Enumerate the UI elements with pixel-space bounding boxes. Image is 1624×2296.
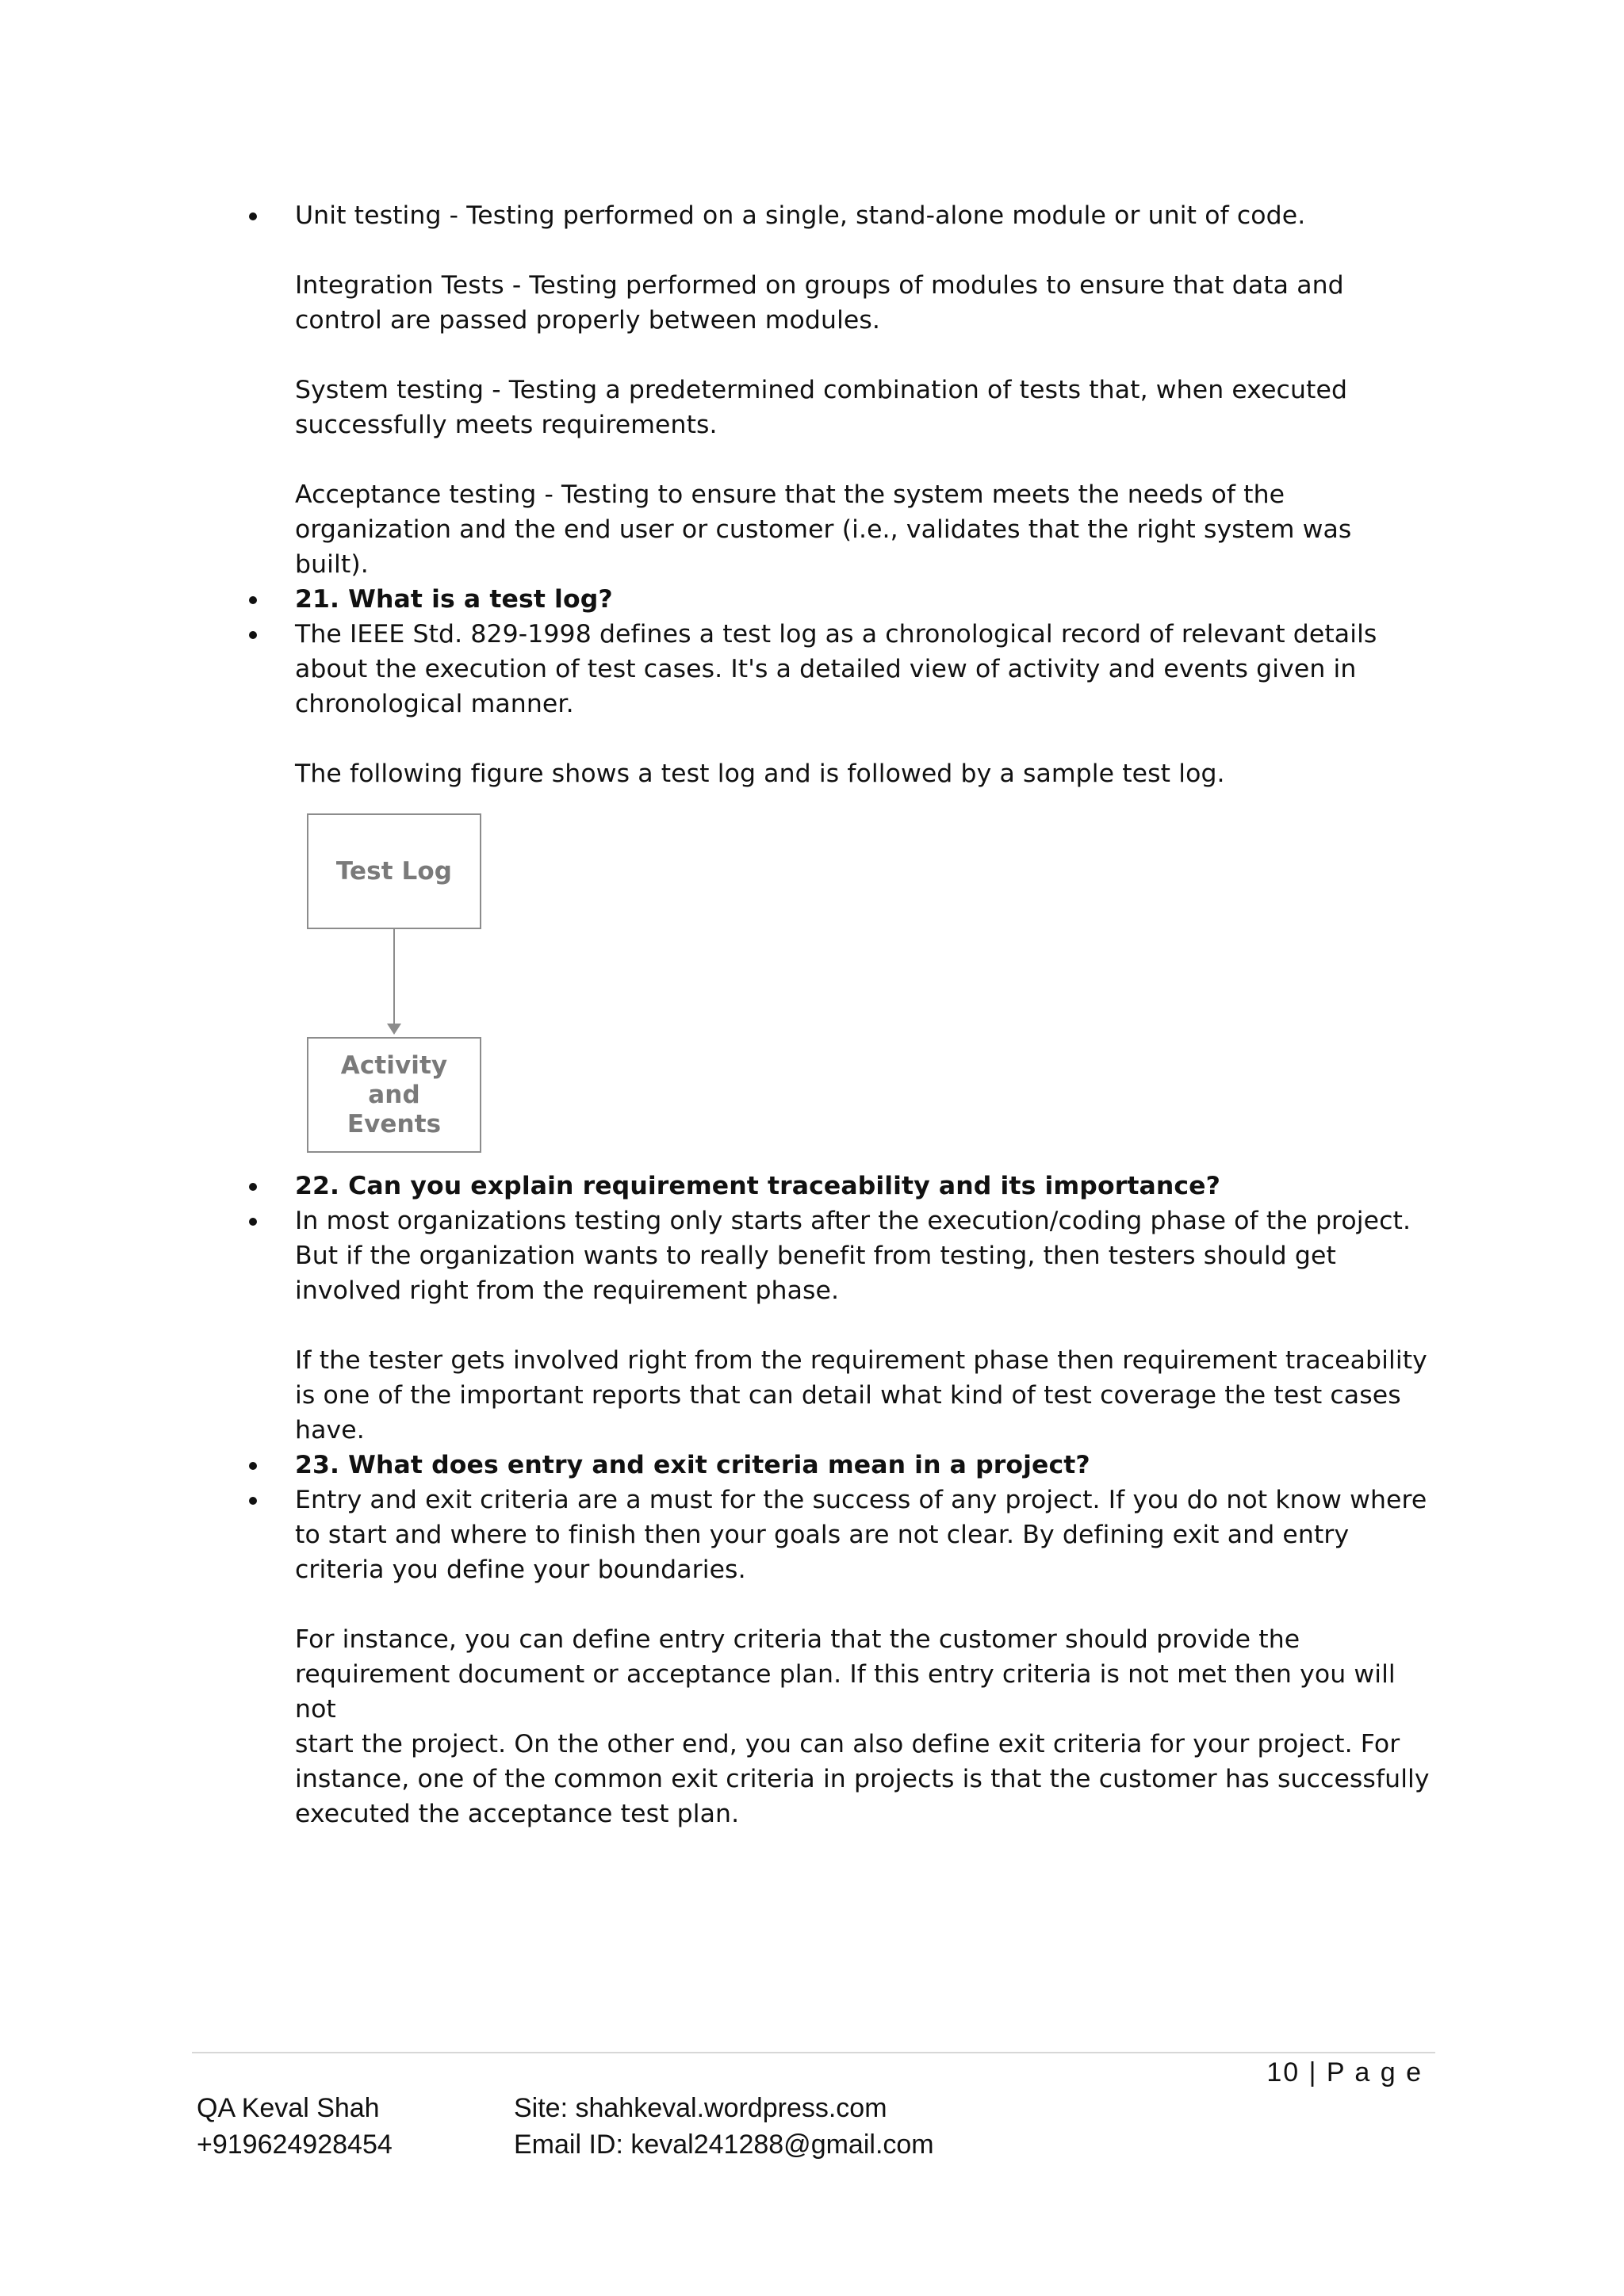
integration-tests-text: Integration Tests - Testing performed on groups of modules to ensure that data and control are passed properly between modules. xyxy=(295,271,1344,335)
list-item-question-21 xyxy=(243,582,1432,617)
list-item-question-22 xyxy=(243,1169,1432,1203)
unit-testing-text: Unit testing - Testing performed on a single, stand-alone module or unit of code. xyxy=(295,201,1306,230)
question-22: 22. Can you explain requirement traceability and its importance? xyxy=(295,1172,1220,1200)
footer-site: Site: shahkeval.wordpress.com xyxy=(514,2093,887,2123)
diagram-connector-line xyxy=(393,929,395,1026)
list-item-answer-22 xyxy=(243,1203,1432,1448)
page-content xyxy=(243,198,1432,1831)
list-item-answer-21 xyxy=(243,617,1432,791)
page-number: 10 | P a g e xyxy=(1266,2057,1423,2087)
footer-author: QA Keval Shah xyxy=(197,2093,380,2123)
test-log-diagram xyxy=(295,791,1432,1169)
arrow-down-icon xyxy=(387,1024,401,1035)
diagram-box-test-log: Test Log xyxy=(307,813,481,929)
bullet-icon xyxy=(249,1462,257,1470)
footer-left xyxy=(197,2090,393,2163)
question-21: 21. What is a test log? xyxy=(295,585,613,614)
answer-23-paragraph-2: For instance, you can define entry criteria that the customer should provide the requirement document or acceptance plan. If this entry criteria is not met then you will not start the project. On the other end, you can also define exit criteria for your project. For instance, one of the common exit criteria in projects is that the customer has successfully executed the acceptance test plan. xyxy=(295,1625,1430,1828)
question-23: 23. What does entry and exit criteria mean in a project? xyxy=(295,1451,1090,1479)
answer-22-paragraph-2: If the tester gets involved right from the requirement phase then requirement traceability is one of the important reports that can detail what kind of test coverage the test cases have. xyxy=(295,1346,1427,1445)
answer-21-paragraph-1: The IEEE Std. 829-1998 defines a test log as a chronological record of relevant details about the execution of test cases. It's a detailed view of activity and events given in chronological manner. xyxy=(295,620,1377,718)
footer-phone: +919624928454 xyxy=(197,2130,393,2160)
diagram-box-activity-events: Activity and Events xyxy=(307,1037,481,1153)
acceptance-testing-text: Acceptance testing - Testing to ensure that the system meets the needs of the organization and the end user or customer (i.e., validates that the right system was built). xyxy=(295,480,1352,579)
answer-23-paragraph-1: Entry and exit criteria are a must for the success of any project. If you do not know where to start and where to finish then your goals are not clear. By defining exit and entry criteria you define your boundaries. xyxy=(295,1486,1427,1584)
bullet-icon xyxy=(249,1497,257,1505)
bullet-icon xyxy=(249,631,257,639)
list-item-question-23 xyxy=(243,1448,1432,1483)
answer-22-paragraph-1: In most organizations testing only starts after the execution/coding phase of the project. But if the organization wants to really benefit from testing, then testers should get involved right from the requirement phase. xyxy=(295,1207,1411,1305)
bullet-icon xyxy=(249,596,257,604)
bullet-icon xyxy=(249,212,257,220)
footer-right xyxy=(514,2090,934,2163)
list-item-testing-levels xyxy=(243,198,1432,582)
answer-21-paragraph-2: The following figure shows a test log and is followed by a sample test log. xyxy=(295,760,1225,788)
footer-email: Email ID: keval241288@gmail.com xyxy=(514,2130,934,2160)
bullet-icon xyxy=(249,1183,257,1191)
bullet-icon xyxy=(249,1218,257,1226)
footer-divider xyxy=(192,2052,1435,2053)
list-item-answer-23 xyxy=(243,1483,1432,1831)
system-testing-text: System testing - Testing a predetermined combination of tests that, when executed successfully meets requirements. xyxy=(295,376,1348,439)
